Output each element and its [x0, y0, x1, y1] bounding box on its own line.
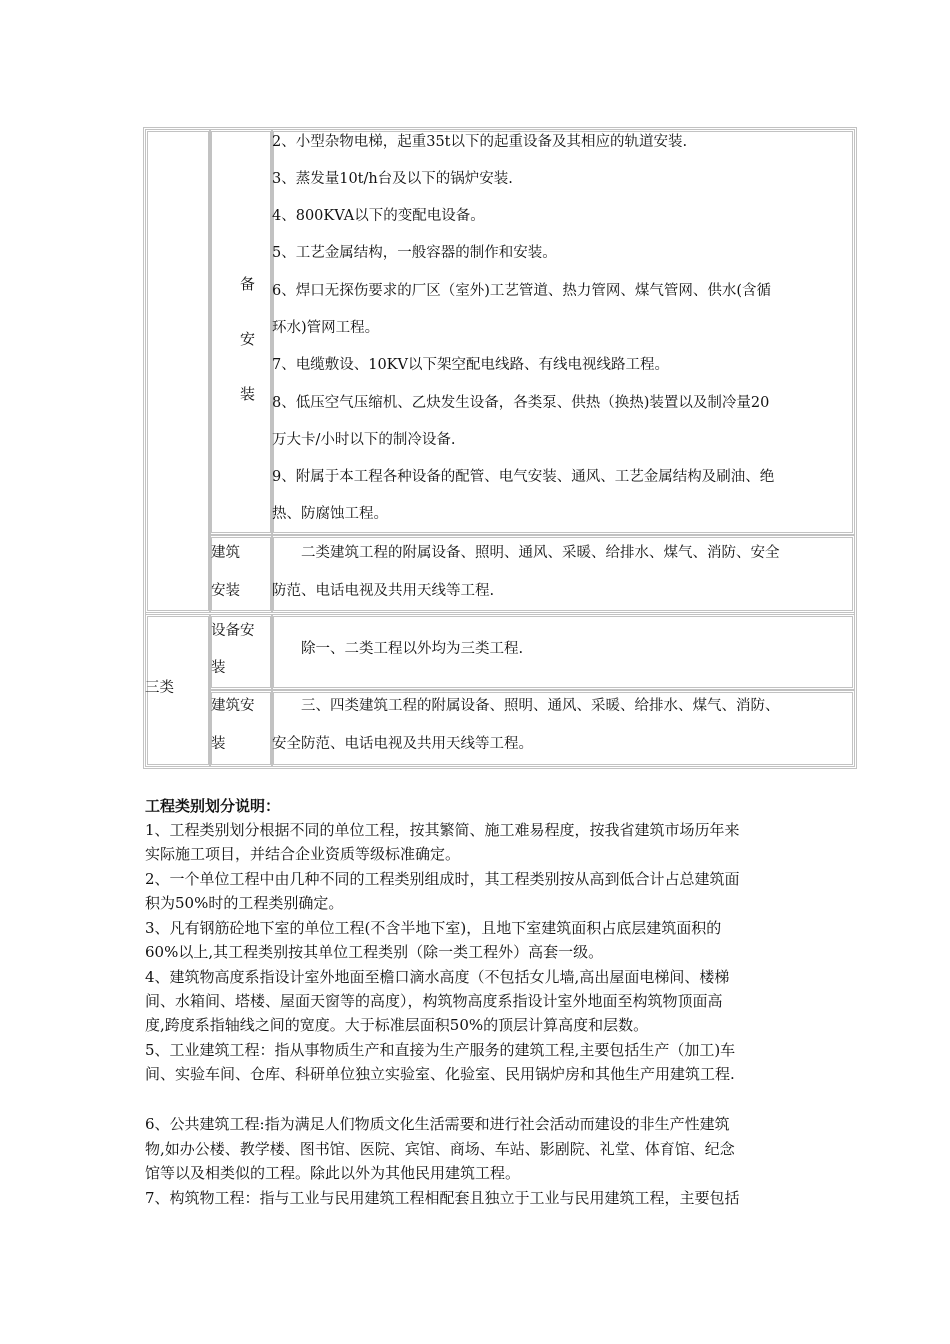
equipment-line: 环水)管网工程。: [272, 320, 380, 336]
note-line: 间、实验车间、仓库、科研单位独立实验室、化验室、民用锅炉房和其他生产用建筑工程.: [145, 1065, 735, 1083]
vertical-label-char: 安: [240, 330, 256, 348]
equipment-line: 6、焊口无探伤要求的厂区（室外)工艺管道、热力管网、煤气管网、供水(含循: [272, 283, 772, 299]
equipment-line: 热、防腐蚀工程。: [272, 506, 388, 522]
note-line: 60%以上,其工程类别按其单位工程类别（除一类工程外）高套一级。: [145, 943, 604, 961]
class3-building-label: 建筑安: [211, 698, 255, 714]
note-line: 1、工程类别划分根据不同的单位工程，按其繁简、施工难易程度，按我省建筑市场历年来: [145, 821, 740, 839]
equipment-line: 8、低压空气压缩机、乙炔发生设备，各类泵、供热（换热)装置以及制冷量20: [272, 395, 770, 411]
note-line: 物,如办公楼、教学楼、图书馆、医院、宾馆、商场、车站、影剧院、礼堂、体育馆、纪念: [145, 1140, 735, 1158]
class3-building-text: 三、四类建筑工程的附属设备、照明、通风、采暖、给排水、煤气、消防、: [301, 698, 780, 714]
note-line: 7、构筑物工程：指与工业与民用建筑工程相配套且独立于工业与民用建筑工程，主要包括: [145, 1189, 740, 1207]
category-cell-top: [145, 129, 211, 613]
equipment-line: 万大卡/小时以下的制冷设备.: [272, 432, 456, 448]
note-line: 3、凡有钢筋砼地下室的单位工程(不含半地下室)，且地下室建筑面积占底层建筑面积的: [145, 919, 722, 937]
note-line: 积为50%时的工程类别确定。: [145, 894, 344, 912]
class3-equipment-label: 设备安: [211, 623, 255, 639]
note-line: 间、水箱间、塔楼、屋面天窗等的高度），构筑物高度系指设计室外地面至构筑物顶面高: [145, 992, 723, 1010]
class2-building-label: 建筑: [211, 545, 240, 561]
note-line: 实际施工项目，并结合企业资质等级标准确定。: [145, 845, 461, 863]
equipment-line: 5、工艺金属结构，一般容器的制作和安装。: [272, 245, 557, 261]
equipment-line: 4、800KVA以下的变配电设备。: [272, 208, 485, 224]
notes-title: 工程类别划分说明：: [145, 797, 281, 815]
note-line: 2、一个单位工程中由几种不同的工程类别组成时，其工程类别按从高到低合计占总建筑面: [145, 870, 740, 888]
classification-table: [143, 127, 857, 769]
class3-equipment-text: 除一、二类工程以外均为三类工程.: [301, 641, 524, 657]
equipment-line: 7、电缆敷设、10KV以下架空配电线路、有线电视线路工程。: [272, 357, 669, 373]
note-line: 5、工业建筑工程：指从事物质生产和直接为生产服务的建筑工程,主要包括生产（加工)车: [145, 1041, 736, 1059]
note-line: 6、公共建筑工程:指为满足人们物质文化生活需要和进行社会活动而建设的非生产性建筑: [145, 1115, 730, 1133]
class2-building-text: 防范、电话电视及共用天线等工程.: [272, 583, 495, 599]
note-line: 度,跨度系指轴线之间的宽度。大于标准层面积50%的顶层计算高度和层数。: [145, 1016, 649, 1034]
vertical-label-char: 装: [240, 385, 256, 403]
equipment-line: 3、蒸发量10t/h台及以下的锅炉安装.: [272, 171, 513, 187]
class3-label: 三类: [145, 680, 174, 696]
note-line: 4、建筑物高度系指设计室外地面至檐口滴水高度（不包括女儿墙,高出屋面电梯间、楼梯: [145, 968, 730, 986]
class2-building-text: 二类建筑工程的附属设备、照明、通风、采暖、给排水、煤气、消防、安全: [301, 545, 780, 561]
class3-building-label: 装: [211, 736, 226, 752]
class2-building-label: 安装: [211, 583, 240, 599]
class3-building-text: 安全防范、电话电视及共用天线等工程。: [272, 736, 533, 752]
note-line: 馆等以及相类似的工程。除此以外为其他民用建筑工程。: [145, 1164, 521, 1182]
equipment-line: 2、小型杂物电梯，起重35t以下的起重设备及其相应的轨道安装.: [272, 134, 688, 150]
vertical-label-char: 备: [240, 275, 256, 293]
class3-equipment-label: 装: [211, 660, 226, 676]
equipment-line: 9、附属于本工程各种设备的配管、电气安装、通风、工艺金属结构及刷油、绝: [272, 469, 775, 485]
